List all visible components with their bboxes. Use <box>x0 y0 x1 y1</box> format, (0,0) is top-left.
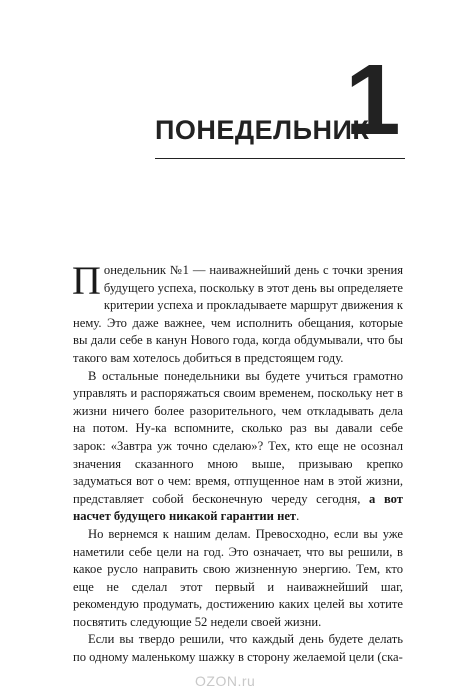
paragraph-2 <box>73 368 403 526</box>
paragraph-3-text: Но вернемся к нашим делам. Превосходно, если вы уже наметили себе цели на год. Это означает, что вы решили, в какое русло направить свою жизненную энергию. Тем, кто еще не сделал этот первый и наиважнейший шаг, рекомендую продумать, достижению каких целей вы хотите посвятить следующие 52 недели своей жизни. <box>73 526 403 629</box>
chapter-text <box>72 258 403 667</box>
chapter-number: 1 <box>345 44 401 156</box>
paragraph-4 <box>73 631 403 666</box>
paragraph-2-end: . <box>296 509 300 524</box>
paragraph-2-text: В остальные понедельники вы будете учиться грамотно управлять и распоряжаться своим временем, поскольку нет в жизни ничего более разорительного, чем откладывать дела на потом. Ну-ка вспомните, сколько раз вы давали себе зарок: «Завтра уж точно сделаю»? Тех, кто еще не осознал значения сказанного мною выше, призываю крепко задуматься вот о чем: время, отпущенное нам в этой жизни, представляет собой бесконечную череду сегодня, <box>73 368 403 506</box>
paragraph-1-text: онедельник №1 — наиважнейший день с точки зрения будущего успеха, поскольку в этот день вы определяете критерии успеха и прокладываете маршрут движения к нему. Это даже важнее, чем исполнить обещания, которые вы дали себе в канун Нового года, когда обдумывали, что бы такого вам хотелось добиться в предстоящем году. <box>73 263 403 365</box>
paragraph-4-text: Если вы твердо решили, что каждый день будете делать по одному маленькому шажку в сторону желаемой цели (ска- <box>73 632 403 665</box>
paragraph-1 <box>72 258 403 368</box>
chapter-title: ПОНЕДЕЛЬНИК <box>155 115 370 145</box>
chapter-header <box>0 44 469 160</box>
paragraph-3 <box>73 526 403 632</box>
watermark: OZON.ru <box>195 673 256 689</box>
drop-cap: П <box>72 258 101 303</box>
paragraph-2-bold: а вот насчет будущего никакой гарантии нет <box>73 491 403 524</box>
chapter-divider <box>155 158 405 159</box>
